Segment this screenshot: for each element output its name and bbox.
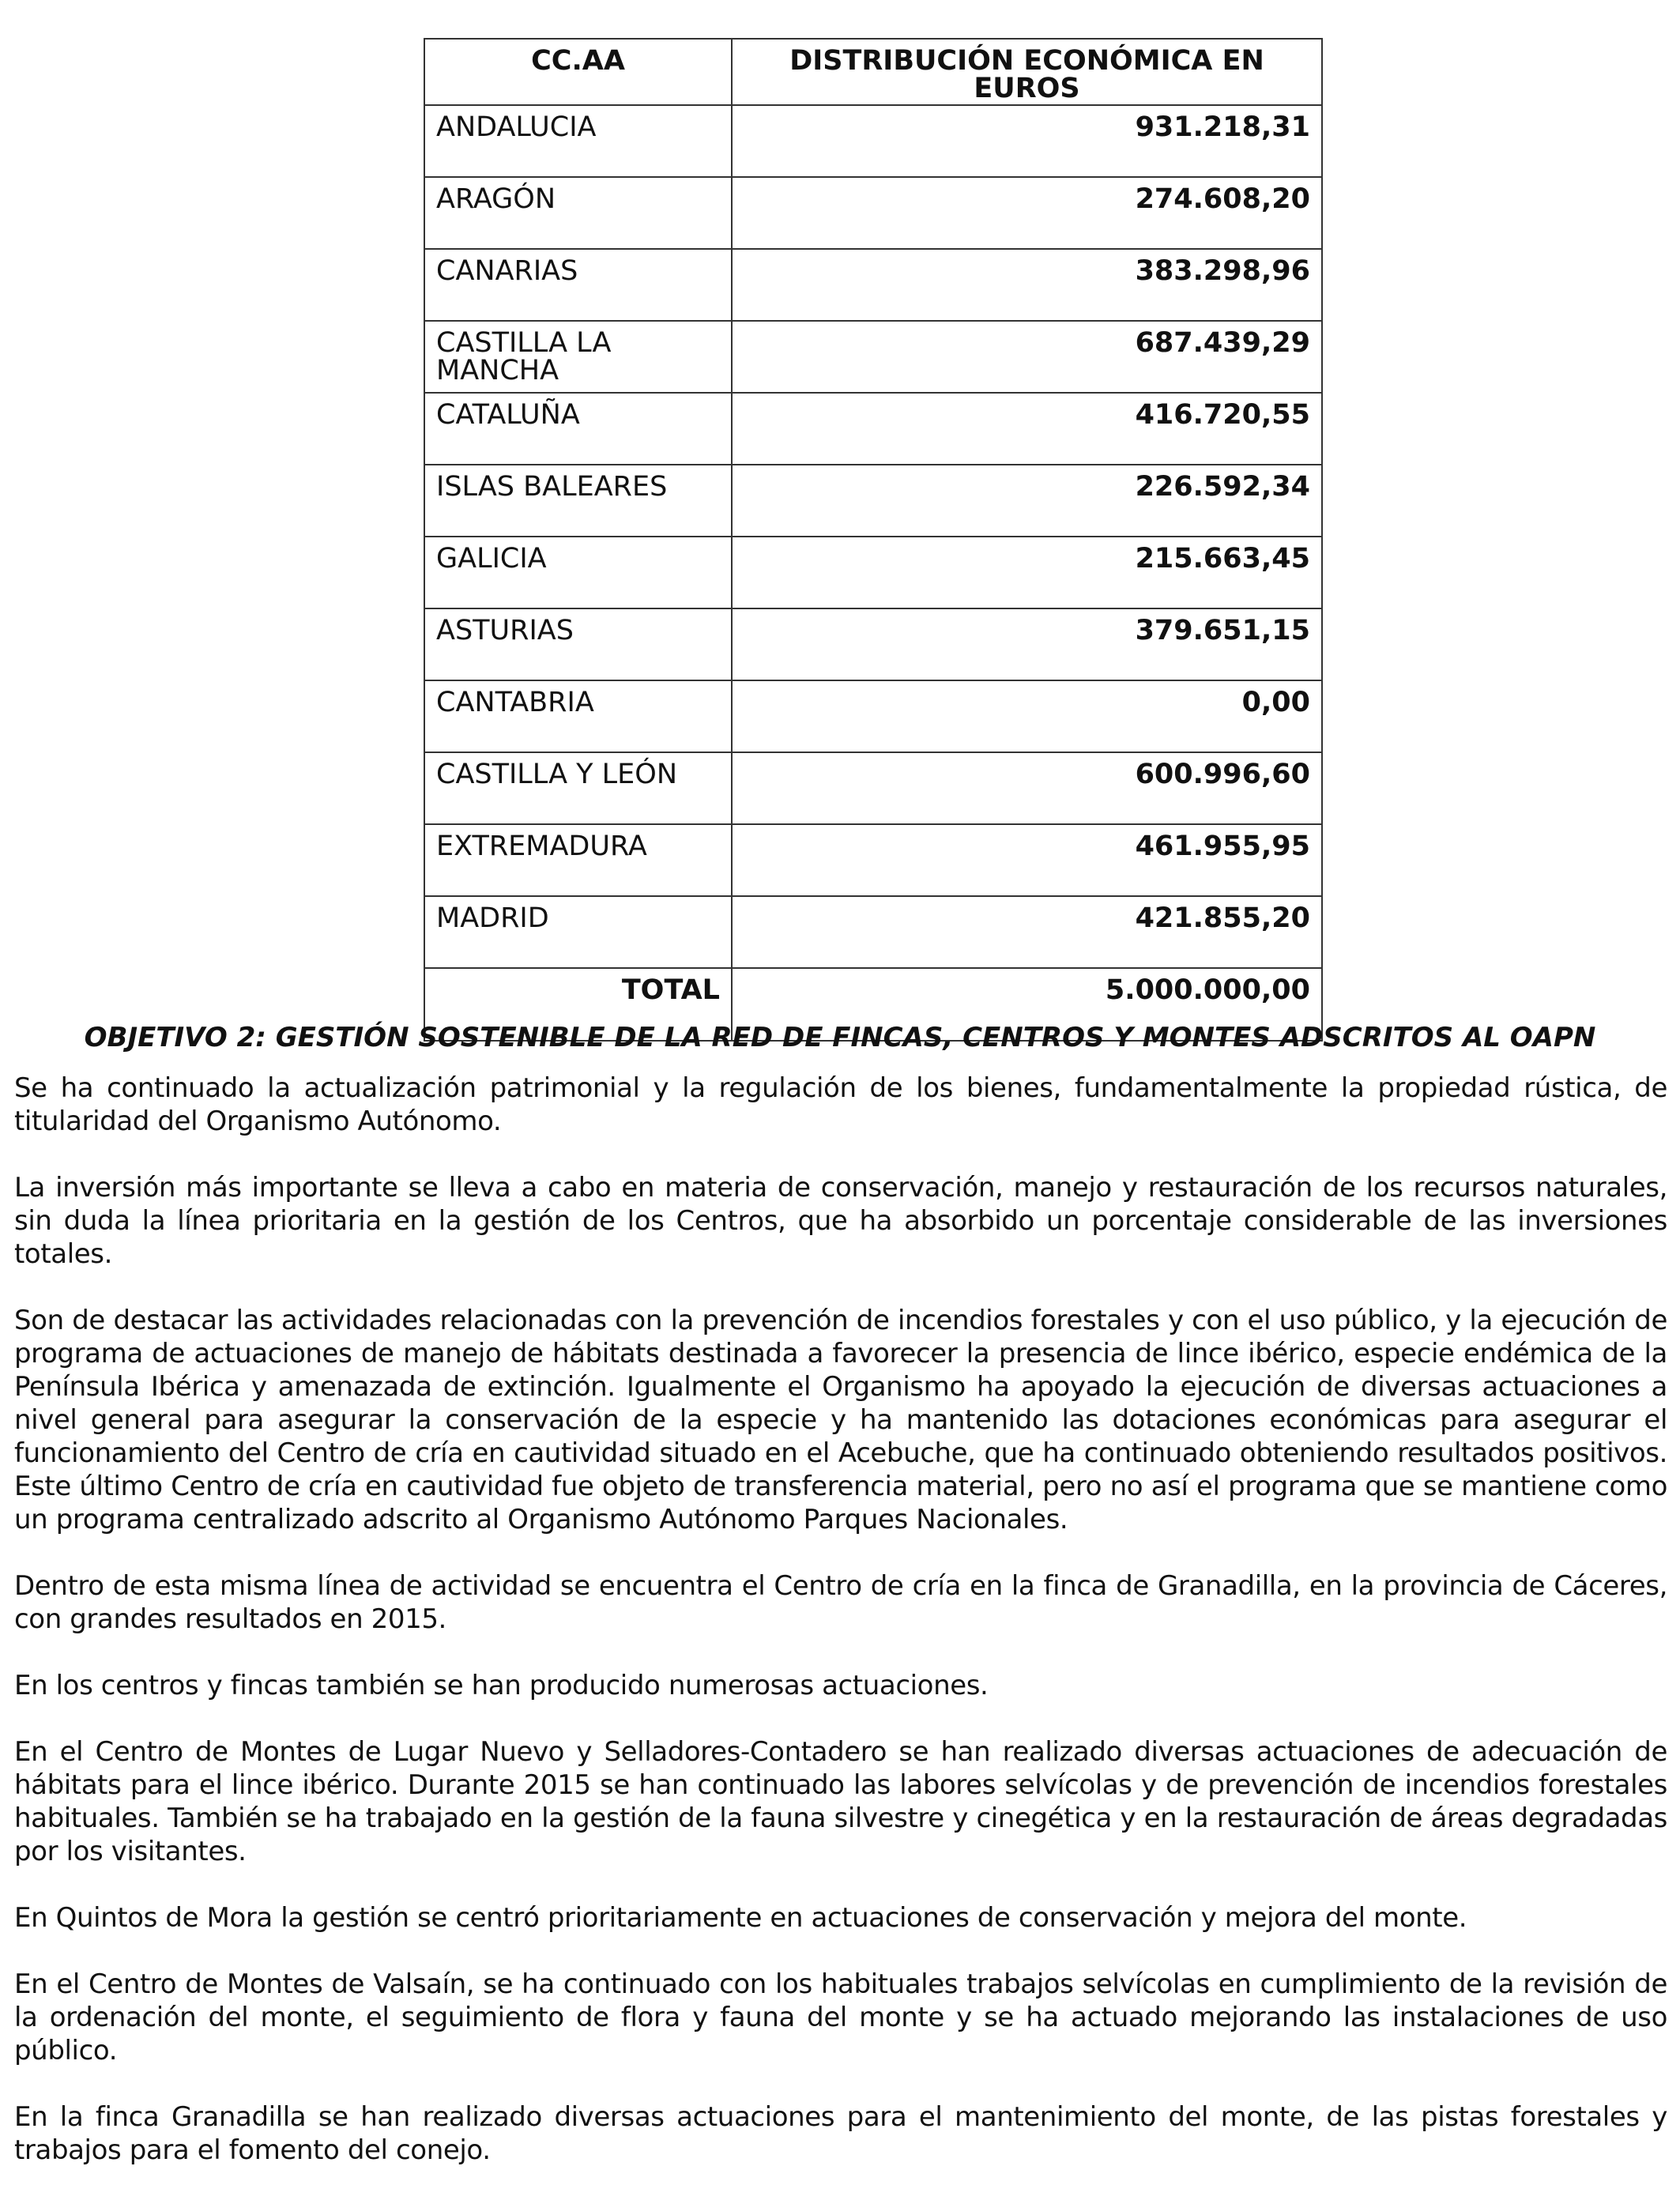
table-row (424, 177, 1322, 249)
table-row (424, 896, 1322, 968)
amount-cell: 421.855,20 (732, 896, 1322, 968)
region-cell: ANDALUCIA (424, 105, 732, 177)
region-cell: CANTABRIA (424, 680, 732, 752)
region-cell: ISLAS BALEARES (424, 465, 732, 537)
table-row (424, 393, 1322, 465)
total-label: TOTAL (424, 968, 732, 1041)
region-cell: CASTILLA Y LEÓN (424, 752, 732, 824)
table-row (424, 249, 1322, 321)
region-cell: CASTILLA LA MANCHA (424, 321, 732, 393)
amount-cell: 416.720,55 (732, 393, 1322, 465)
table-row (424, 465, 1322, 537)
table-row (424, 824, 1322, 896)
amount-cell: 383.298,96 (732, 249, 1322, 321)
paragraph: Dentro de esta misma línea de actividad se encuentra el Centro de cría en la finca de Granadilla, en la provincia de Cáceres, con grandes resultados en 2015. (14, 1570, 1667, 1635)
paragraph: En los centros y fincas también se han producido numerosas actuaciones. (14, 1670, 989, 1701)
total-amount: 5.000.000,00 (732, 968, 1322, 1041)
table-row (424, 752, 1322, 824)
amount-cell: 0,00 (732, 680, 1322, 752)
amount-cell: 461.955,95 (732, 824, 1322, 896)
column-header-amount: DISTRIBUCIÓN ECONÓMICA EN EUROS (732, 39, 1322, 105)
amount-cell: 226.592,34 (732, 465, 1322, 537)
table-header-row (424, 39, 1322, 105)
amount-cell: 379.651,15 (732, 608, 1322, 680)
region-cell: ARAGÓN (424, 177, 732, 249)
table-row (424, 608, 1322, 680)
paragraph: Son de destacar las actividades relacionadas con la prevención de incendios forestales y con el uso público, y la ejecución de programa de actuaciones de manejo de hábitats destinada a favorecer la presencia de lince ibérico, especie endémica de la Península Ibérica y amenazada de extinción. Igualmente el Organismo ha apoyado la ejecución de diversas actuaciones a nivel general para asegurar la conservación de la especie y ha mantenido las dotaciones económicas para asegurar el funcionamiento del Centro de cría en cautividad situado en el Acebuche, que ha continuado obteniendo resultados positivos. Este último Centro de cría en cautividad fue objeto de transferencia material, pero no así el programa que se mantiene como un programa centralizado adscrito al Organismo Autónomo Parques Nacionales. (14, 1305, 1667, 1535)
table-row (424, 680, 1322, 752)
distribution-table (424, 38, 1323, 1042)
amount-cell: 687.439,29 (732, 321, 1322, 393)
region-cell: GALICIA (424, 537, 732, 608)
amount-cell: 600.996,60 (732, 752, 1322, 824)
region-cell: ASTURIAS (424, 608, 732, 680)
region-cell: CATALUÑA (424, 393, 732, 465)
paragraph: En la finca Granadilla se han realizado diversas actuaciones para el mantenimiento del monte, de las pistas forestales y trabajos para el fomento del conejo. (14, 2101, 1667, 2166)
paragraph: Se ha continuado la actualización patrimonial y la regulación de los bienes, fundamentalmente la propiedad rústica, de titularidad del Organismo Autónomo. (14, 1072, 1667, 1137)
table-row (424, 105, 1322, 177)
column-header-region: CC.AA (424, 39, 732, 105)
section-body (14, 1072, 1667, 2200)
paragraph: En Quintos de Mora la gestión se centró prioritariamente en actuaciones de conservación y mejora del monte. (14, 1902, 1467, 1934)
paragraph: La inversión más importante se lleva a cabo en materia de conservación, manejo y restauración de los recursos naturales, sin duda la línea prioritaria en la gestión de los Centros, que ha absorbido un porcentaje considerable de las inversiones totales. (14, 1172, 1667, 1270)
amount-cell: 215.663,45 (732, 537, 1322, 608)
region-cell: MADRID (424, 896, 732, 968)
region-cell: EXTREMADURA (424, 824, 732, 896)
table-row (424, 537, 1322, 608)
paragraph: En el Centro de Montes de Lugar Nuevo y Selladores-Contadero se han realizado diversas actuaciones de adecuación de hábitats para el lince ibérico. Durante 2015 se han continuado las labores selvícolas y de prevención de incendios forestales habituales. También se ha trabajado en la gestión de la fauna silvestre y cinegética y en la restauración de áreas degradadas por los visitantes. (14, 1736, 1667, 1867)
amount-cell: 931.218,31 (732, 105, 1322, 177)
table-row (424, 321, 1322, 393)
region-cell: CANARIAS (424, 249, 732, 321)
amount-cell: 274.608,20 (732, 177, 1322, 249)
section-heading: OBJETIVO 2: GESTIÓN SOSTENIBLE DE LA RED DE FINCAS, CENTROS Y MONTES ADSCRITOS AL OAPN (84, 1022, 1596, 1053)
paragraph: En el Centro de Montes de Valsaín, se ha continuado con los habituales trabajos selvícolas en cumplimiento de la revisión de la ordenación del monte, el seguimiento de flora y fauna del monte y se ha actuado mejorando las instalaciones de uso público. (14, 1968, 1667, 2066)
